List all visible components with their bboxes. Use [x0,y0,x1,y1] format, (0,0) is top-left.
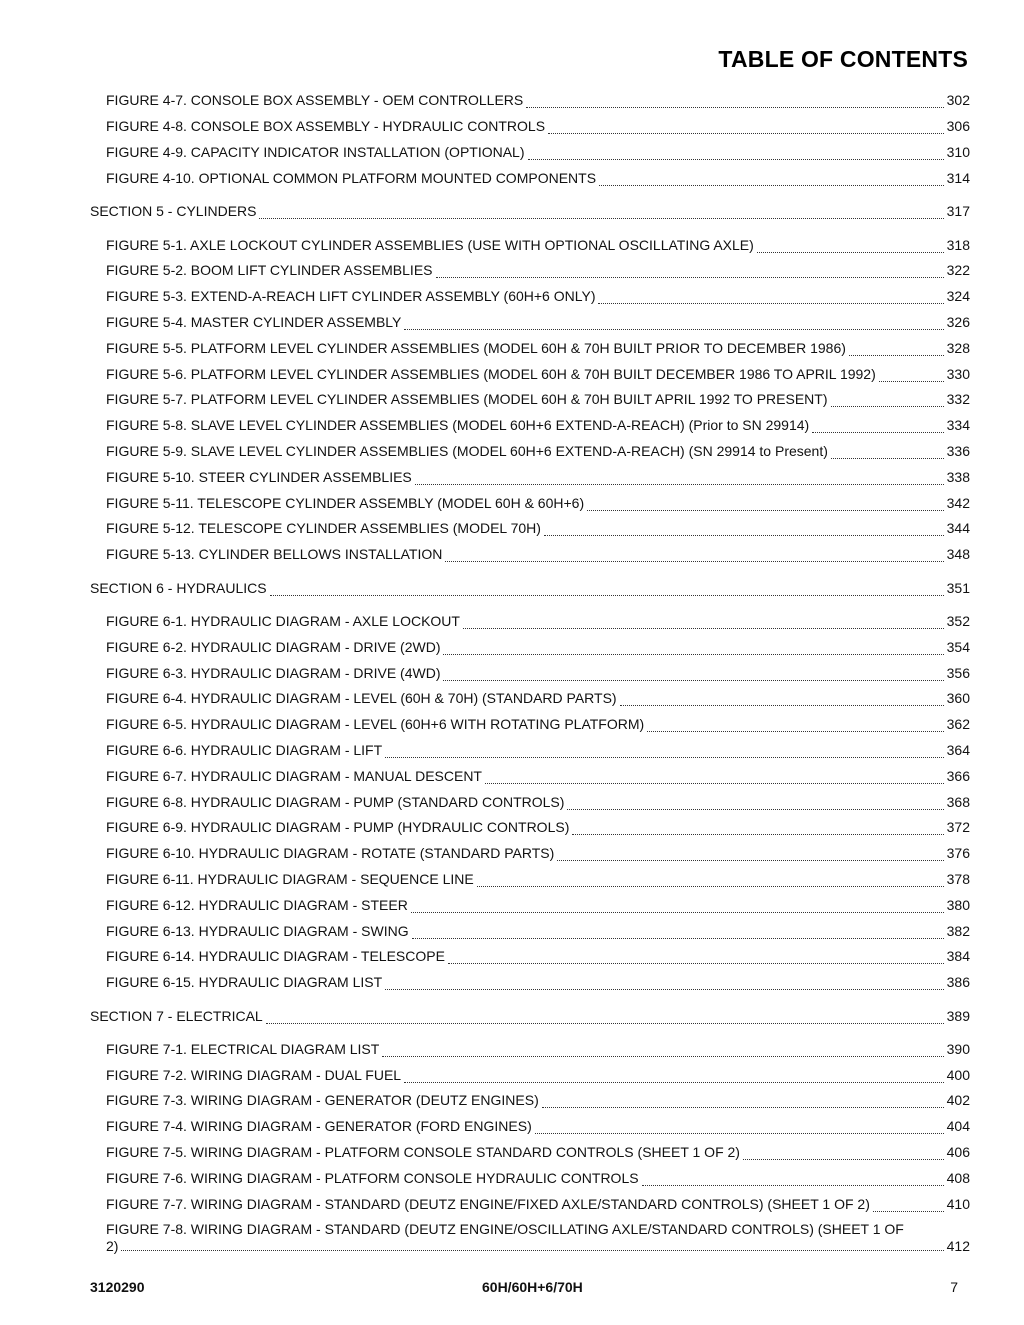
toc-entry-page: 342 [946,494,970,511]
toc-entry-figure[interactable] [90,634,970,660]
toc-entry-page: 314 [946,169,970,186]
toc-entry-figure[interactable] [90,1062,970,1088]
toc-entry-label: FIGURE 5-3. EXTEND-A-REACH LIFT CYLINDER ASSEMBLY (60H+6 ONLY) [106,288,596,305]
toc-entry-label: FIGURE 5-6. PLATFORM LEVEL CYLINDER ASSEMBLIES (MODEL 60H & 70H BUILT DECEMBER 1986 TO APRIL 1992) [106,365,876,382]
toc-entry-label: FIGURE 7-1. ELECTRICAL DIAGRAM LIST [106,1040,380,1057]
dot-leader [873,1201,944,1212]
toc-entry-page: 354 [946,638,970,655]
toc-entry-page: 386 [946,974,970,991]
toc-entry-label: FIGURE 4-8. CONSOLE BOX ASSEMBLY - HYDRAULIC CONTROLS [106,118,546,135]
toc-entry-figure[interactable] [90,114,970,140]
toc-entry-label: FIGURE 6-9. HYDRAULIC DIAGRAM - PUMP (HYDRAULIC CONTROLS) [106,819,570,836]
toc-entry-label: FIGURE 6-3. HYDRAULIC DIAGRAM - DRIVE (4WD) [106,664,441,681]
toc-entry-figure[interactable] [90,165,970,191]
toc-entry-label: FIGURE 5-7. PLATFORM LEVEL CYLINDER ASSEMBLIES (MODEL 60H & 70H BUILT APRIL 1992 TO PRESENT) [106,391,828,408]
toc-entry-label: SECTION 5 - CYLINDERS [90,203,257,220]
dot-leader [382,1046,943,1057]
toc-entry-figure[interactable] [90,516,970,542]
toc-entry-figure[interactable] [90,944,970,970]
toc-entry-page: 376 [946,845,970,862]
dot-leader [404,319,943,330]
footer-page-number: 7 [950,1279,958,1295]
toc-entry-figure[interactable] [90,918,970,944]
dot-leader [743,1149,944,1160]
toc-entry-figure[interactable] [90,464,970,490]
toc-entry-label: FIGURE 7-5. WIRING DIAGRAM - PLATFORM CONSOLE STANDARD CONTROLS (SHEET 1 OF 2) [106,1144,740,1161]
toc-entry-page: 364 [946,741,970,758]
toc-entry-label: FIGURE 5-9. SLAVE LEVEL CYLINDER ASSEMBLIES (MODEL 60H+6 EXTEND-A-REACH) (SN 29914 to Present) [106,442,828,459]
dot-leader [436,267,944,278]
toc-entry-figure[interactable] [90,140,970,166]
dot-leader [412,928,944,939]
toc-entry-figure[interactable] [90,763,970,789]
toc-entry-figure[interactable] [90,712,970,738]
toc-entry-label: FIGURE 6-2. HYDRAULIC DIAGRAM - DRIVE (2WD) [106,638,441,655]
dot-leader [443,670,943,681]
dot-leader [485,773,944,784]
toc-entry-figure[interactable] [90,609,970,635]
toc-entry-label: FIGURE 6-11. HYDRAULIC DIAGRAM - SEQUENCE LINE [106,870,474,887]
toc-entry-label: FIGURE 5-13. CYLINDER BELLOWS INSTALLATION [106,546,443,563]
toc-entry-label: FIGURE 5-10. STEER CYLINDER ASSEMBLIES [106,468,412,485]
toc-entry-label: FIGURE 5-4. MASTER CYLINDER ASSEMBLY [106,313,402,330]
dot-leader [259,208,943,219]
toc-entry-page: 334 [946,417,970,434]
toc-entry-figure[interactable] [90,387,970,413]
dot-leader [599,175,944,186]
toc-entry-page: 390 [946,1040,970,1057]
toc-entry-figure[interactable] [90,970,970,996]
toc-entry-page: 348 [946,546,970,563]
toc-entry-label: FIGURE 7-8. WIRING DIAGRAM - STANDARD (DEUTZ ENGINE/OSCILLATING AXLE/STANDARD CONTROLS) (SHEET 1 OF [106,1221,904,1238]
toc-entry-page: 372 [946,819,970,836]
toc-entry-figure[interactable] [90,660,970,686]
page-title: TABLE OF CONTENTS [718,46,968,72]
toc-entry-label: FIGURE 6-4. HYDRAULIC DIAGRAM - LEVEL (60H & 70H) (STANDARD PARTS) [106,690,617,707]
toc-entry-page: 382 [946,922,970,939]
dot-leader [587,500,944,511]
toc-entry-page: 380 [946,896,970,913]
toc-entry-page: 406 [946,1144,970,1161]
toc-entry-label: FIGURE 4-10. OPTIONAL COMMON PLATFORM MOUNTED COMPONENTS [106,169,597,186]
toc-entry-figure[interactable] [90,232,970,258]
toc-entry-page: 338 [946,468,970,485]
toc-entry-continuation [106,1238,970,1255]
toc-entry-figure[interactable] [90,1088,970,1114]
toc-entry-figure[interactable] [90,789,970,815]
dot-leader [598,293,943,304]
dot-leader [879,371,944,382]
toc-entry-label: FIGURE 6-12. HYDRAULIC DIAGRAM - STEER [106,896,408,913]
toc-entry-page: 378 [946,870,970,887]
toc-entry-label: FIGURE 6-8. HYDRAULIC DIAGRAM - PUMP (STANDARD CONTROLS) [106,793,565,810]
toc-entry-page: 362 [946,716,970,733]
toc-entry-label: FIGURE 7-2. WIRING DIAGRAM - DUAL FUEL [106,1066,402,1083]
toc-entry-label: FIGURE 7-4. WIRING DIAGRAM - GENERATOR (FORD ENGINES) [106,1118,532,1135]
toc-entry-page: 322 [946,262,970,279]
toc-entry-page: 360 [946,690,970,707]
dot-leader [448,953,944,964]
toc-entry-figure[interactable] [90,1191,970,1217]
toc-entry-page: 326 [946,313,970,330]
toc-entry-label: FIGURE 7-6. WIRING DIAGRAM - PLATFORM CONSOLE HYDRAULIC CONTROLS [106,1169,639,1186]
toc-entry-figure[interactable] [90,284,970,310]
toc-entry-page: 332 [946,391,970,408]
dot-leader [831,448,944,459]
dot-leader [567,799,943,810]
toc-entry-label: FIGURE 5-8. SLAVE LEVEL CYLINDER ASSEMBLIES (MODEL 60H+6 EXTEND-A-REACH) (Prior to SN 29914) [106,417,810,434]
toc-entry-label: SECTION 6 - HYDRAULICS [90,579,267,596]
footer-model: 60H/60H+6/70H [482,1279,583,1295]
toc-entry-figure[interactable] [90,1114,970,1140]
dot-leader [528,149,944,160]
toc-entry-page: 404 [946,1118,970,1135]
toc-entry-label: FIGURE 7-7. WIRING DIAGRAM - STANDARD (DEUTZ ENGINE/FIXED AXLE/STANDARD CONTROLS) (SHEET 1 OF 2) [106,1195,870,1212]
toc-entry-page: 368 [946,793,970,810]
dot-leader [642,1175,944,1186]
toc-entry-label: FIGURE 6-15. HYDRAULIC DIAGRAM LIST [106,974,383,991]
toc-entry-page: 356 [946,664,970,681]
toc-entry-figure[interactable] [90,841,970,867]
dot-leader [620,695,944,706]
dot-leader [831,396,944,407]
toc-entry-page: 302 [946,92,970,109]
toc-entry-page: 384 [946,948,970,965]
toc-entry-page: 317 [946,203,970,220]
dot-leader [415,474,944,485]
dot-leader [266,1013,944,1024]
toc-entry-section[interactable] [90,1004,970,1029]
toc-entry-figure[interactable] [90,1165,970,1191]
dot-leader [404,1072,944,1083]
dot-leader [544,525,944,536]
toc-entry-label: FIGURE 6-10. HYDRAULIC DIAGRAM - ROTATE (STANDARD PARTS) [106,845,555,862]
toc-entry-page: 366 [946,767,970,784]
toc-entry-figure[interactable] [90,542,970,568]
dot-leader [757,242,944,253]
toc-entry-page: 410 [946,1195,970,1212]
dot-leader [849,345,944,356]
toc-entry-page: 400 [946,1066,970,1083]
toc-entry-figure[interactable] [90,258,970,284]
toc-entry-label: FIGURE 6-14. HYDRAULIC DIAGRAM - TELESCOPE [106,948,445,965]
toc-entry-figure[interactable] [90,1217,970,1257]
toc-entry-label: SECTION 7 - ELECTRICAL [90,1007,263,1024]
dot-leader [548,123,944,134]
toc-entry-figure[interactable] [90,867,970,893]
dot-leader [647,721,943,732]
toc-entry-label: FIGURE 5-12. TELESCOPE CYLINDER ASSEMBLIES (MODEL 70H) [106,520,541,537]
dot-leader [572,824,943,835]
toc-entry-label: FIGURE 5-2. BOOM LIFT CYLINDER ASSEMBLIES [106,262,433,279]
toc-entry-label: FIGURE 4-9. CAPACITY INDICATOR INSTALLATION (OPTIONAL) [106,143,525,160]
toc-entry-label-continued: 2) [106,1238,119,1255]
toc-entry-label: FIGURE 5-1. AXLE LOCKOUT CYLINDER ASSEMBLIES (USE WITH OPTIONAL OSCILLATING AXLE) [106,236,754,253]
toc-entry-page: 344 [946,520,970,537]
toc-entry-page: 412 [946,1238,970,1255]
toc-entry-figure[interactable] [90,738,970,764]
toc-entry-page: 352 [946,612,970,629]
toc-entry-page: 328 [946,339,970,356]
toc-entry-figure[interactable] [90,310,970,336]
toc-entry-page: 408 [946,1169,970,1186]
toc-entry-figure[interactable] [90,815,970,841]
toc-entry-label: FIGURE 5-11. TELESCOPE CYLINDER ASSEMBLY (MODEL 60H & 60H+6) [106,494,585,511]
footer-doc-number: 3120290 [90,1279,145,1295]
toc-entry-figure[interactable] [90,686,970,712]
toc-entry-figure[interactable] [90,88,970,114]
toc-entry-page: 324 [946,288,970,305]
dot-leader [385,979,943,990]
dot-leader [121,1240,943,1251]
dot-leader [463,618,944,629]
toc-entry-page: 351 [946,579,970,596]
toc-entry-figure[interactable] [90,361,970,387]
toc-entry-label: FIGURE 7-3. WIRING DIAGRAM - GENERATOR (DEUTZ ENGINES) [106,1092,539,1109]
toc-entry-page: 310 [946,143,970,160]
dot-leader [385,747,943,758]
toc-entry-page: 389 [946,1007,970,1024]
toc-entry-label: FIGURE 6-6. HYDRAULIC DIAGRAM - LIFT [106,741,383,758]
toc-entry-figure[interactable] [90,892,970,918]
toc-entry-label: FIGURE 5-5. PLATFORM LEVEL CYLINDER ASSEMBLIES (MODEL 60H & 70H BUILT PRIOR TO DECEMBER 1986) [106,339,846,356]
dot-leader [812,422,943,433]
toc-entry-figure[interactable] [90,1140,970,1166]
dot-leader [411,902,944,913]
toc-entry-page: 318 [946,236,970,253]
dot-leader [542,1097,944,1108]
dot-leader [535,1123,944,1134]
toc-entry-page: 336 [946,442,970,459]
dot-leader [445,551,943,562]
dot-leader [526,97,943,108]
toc-entry-section[interactable] [90,576,970,601]
toc-entry-label: FIGURE 6-1. HYDRAULIC DIAGRAM - AXLE LOCKOUT [106,612,460,629]
toc-entry-figure[interactable] [90,439,970,465]
toc-entry-label: FIGURE 6-5. HYDRAULIC DIAGRAM - LEVEL (60H+6 WITH ROTATING PLATFORM) [106,716,645,733]
toc-entry-label: FIGURE 6-7. HYDRAULIC DIAGRAM - MANUAL DESCENT [106,767,482,784]
toc-entry-page: 306 [946,118,970,135]
toc-entry-section[interactable] [90,199,970,224]
toc-entry-figure[interactable] [90,1037,970,1063]
toc-entry-figure[interactable] [90,490,970,516]
toc-entry-figure[interactable] [90,335,970,361]
table-of-contents [90,88,970,1257]
toc-entry-page: 402 [946,1092,970,1109]
toc-entry-label: FIGURE 6-13. HYDRAULIC DIAGRAM - SWING [106,922,409,939]
toc-entry-page: 330 [946,365,970,382]
dot-leader [557,850,943,861]
toc-entry-figure[interactable] [90,413,970,439]
dot-leader [477,876,944,887]
toc-entry-label: FIGURE 4-7. CONSOLE BOX ASSEMBLY - OEM CONTROLLERS [106,92,524,109]
dot-leader [270,585,944,596]
dot-leader [443,644,943,655]
